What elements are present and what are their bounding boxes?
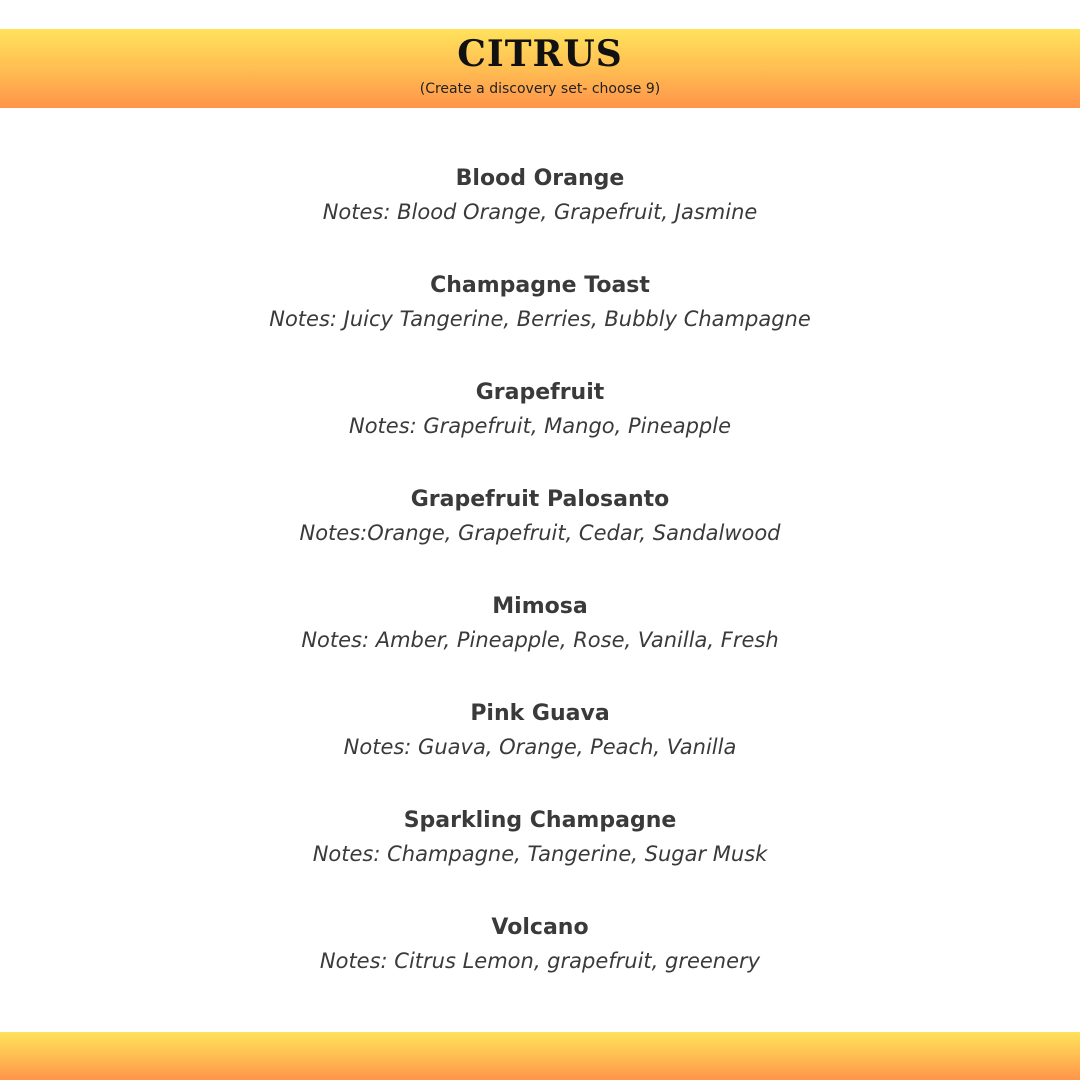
scent-notes: Notes: Guava, Orange, Peach, Vanilla	[343, 735, 737, 759]
page-title: CITRUS	[457, 33, 623, 75]
scent-notes: Notes: Blood Orange, Grapefruit, Jasmine	[322, 200, 758, 224]
scent-name: Champagne Toast	[430, 273, 650, 298]
footer-banner	[0, 1032, 1080, 1080]
scent-notes: Notes: Grapefruit, Mango, Pineapple	[348, 414, 732, 438]
scent-name: Pink Guava	[470, 701, 610, 726]
scent-list	[0, 160, 1080, 1016]
scent-notes: Notes:Orange, Grapefruit, Cedar, Sandalwood	[299, 521, 781, 545]
list-item	[0, 909, 1080, 1016]
scent-name: Sparkling Champagne	[403, 808, 677, 833]
list-item	[0, 695, 1080, 802]
list-item	[0, 588, 1080, 695]
scent-notes: Notes: Champagne, Tangerine, Sugar Musk	[312, 842, 768, 866]
list-item	[0, 374, 1080, 481]
scent-notes: Notes: Citrus Lemon, grapefruit, greenery	[319, 949, 761, 973]
scent-notes: Notes: Juicy Tangerine, Berries, Bubbly Champagne	[269, 307, 811, 331]
scent-name: Blood Orange	[455, 166, 625, 191]
list-item	[0, 802, 1080, 909]
scent-name: Mimosa	[492, 594, 588, 619]
list-item	[0, 481, 1080, 588]
scent-name: Volcano	[491, 915, 589, 940]
scent-name: Grapefruit Palosanto	[410, 487, 670, 512]
scent-name: Grapefruit	[475, 380, 605, 405]
page-subtitle: (Create a discovery set- choose 9)	[419, 81, 661, 97]
list-item	[0, 160, 1080, 267]
scent-notes: Notes: Amber, Pineapple, Rose, Vanilla, Fresh	[301, 628, 779, 652]
header-banner	[0, 29, 1080, 108]
list-item	[0, 267, 1080, 374]
